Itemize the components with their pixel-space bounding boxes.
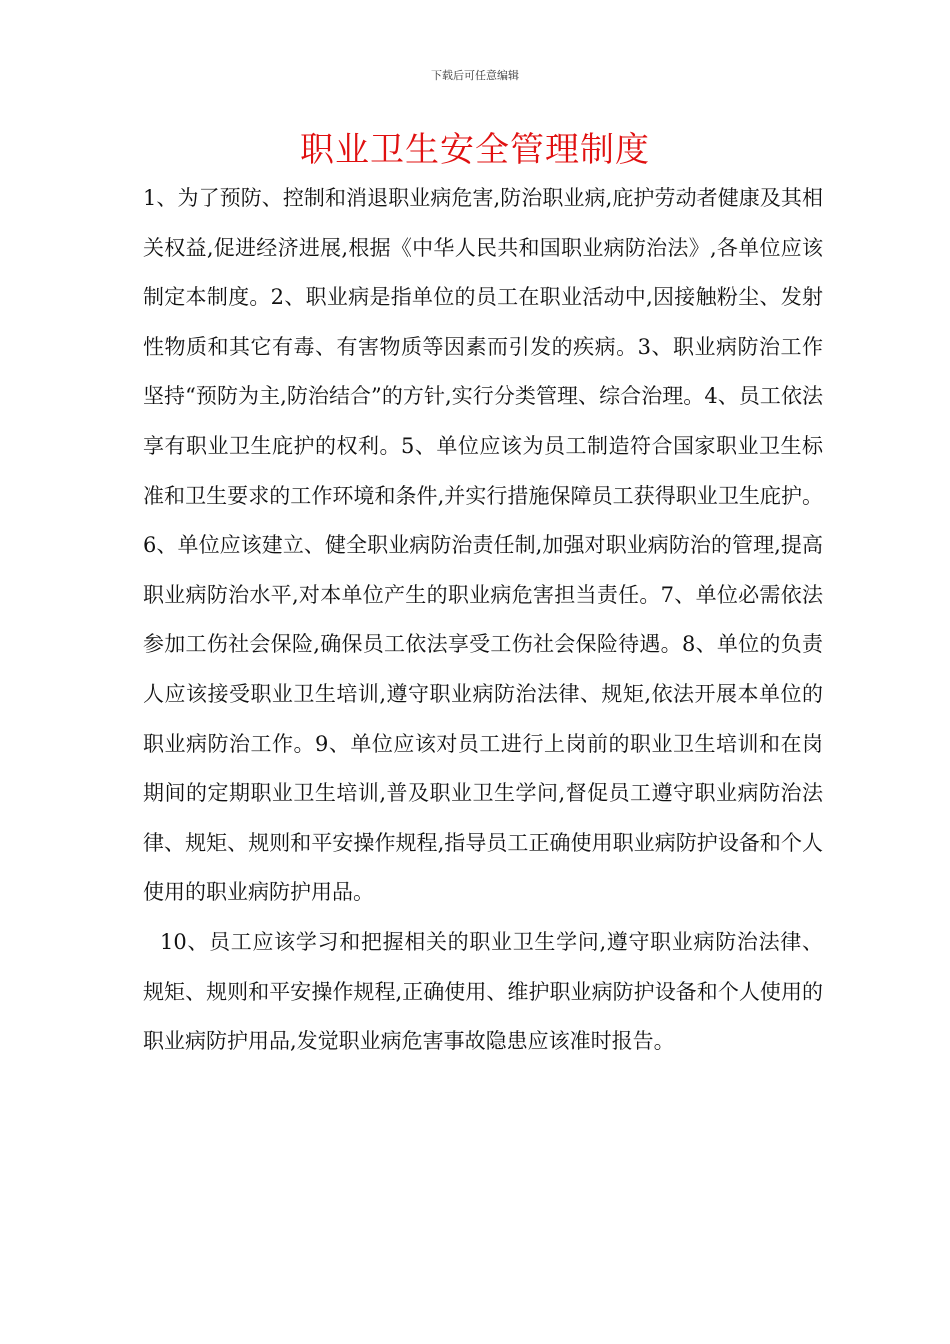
paragraph-1: 1、为了预防、控制和消退职业病危害,防治职业病,庇护劳动者健康及其相关权益,促进经济进展,根据《中华人民共和国职业病防治法》,各单位应该制定本制度。2、职业病是指单位的员工在职业活动中,因接触粉尘、发射性物质和其它有毒、有害物质等因素而引发的疾病。3、职业病防治工作坚持“预防为主,防治结合”的方针,实行分类管理、综合治理。4、员工依法享有职业卫生庇护的权利。5、单位应该为员工制造符合国家职业卫生标准和卫生要求的工作环境和条件,并实行措施保障员工获得职业卫生庇护。6、单位应该建立、健全职业病防治责任制,加强对职业病防治的管理,提高职业病防治水平,对本单位产生的职业病危害担当责任。7、单位必需依法参加工伤社会保险,确保员工依法享受工伤社会保险待遇。8、单位的负责人应该接受职业卫生培训,遵守职业病防治法律、规矩,依法开展本单位的职业病防治工作。9、单位应该对员工进行上岗前的职业卫生培训和在岗期间的定期职业卫生培训,普及职业卫生学问,督促员工遵守职业病防治法律、规矩、规则和平安操作规程,指导员工正确使用职业病防护设备和个人使用的职业病防护用品。 <box>143 186 823 905</box>
header-note: 下载后可任意编辑 <box>431 69 519 82</box>
document-title: 职业卫生安全管理制度 <box>300 130 650 170</box>
document-body <box>143 174 823 1067</box>
paragraph-2: 10、员工应该学习和把握相关的职业卫生学问,遵守职业病防治法律、规矩、规则和平安操作规程,正确使用、维护职业病防护设备和个人使用的职业病防护用品,发觉职业病危害事故隐患应该准时报告。 <box>143 929 823 1054</box>
